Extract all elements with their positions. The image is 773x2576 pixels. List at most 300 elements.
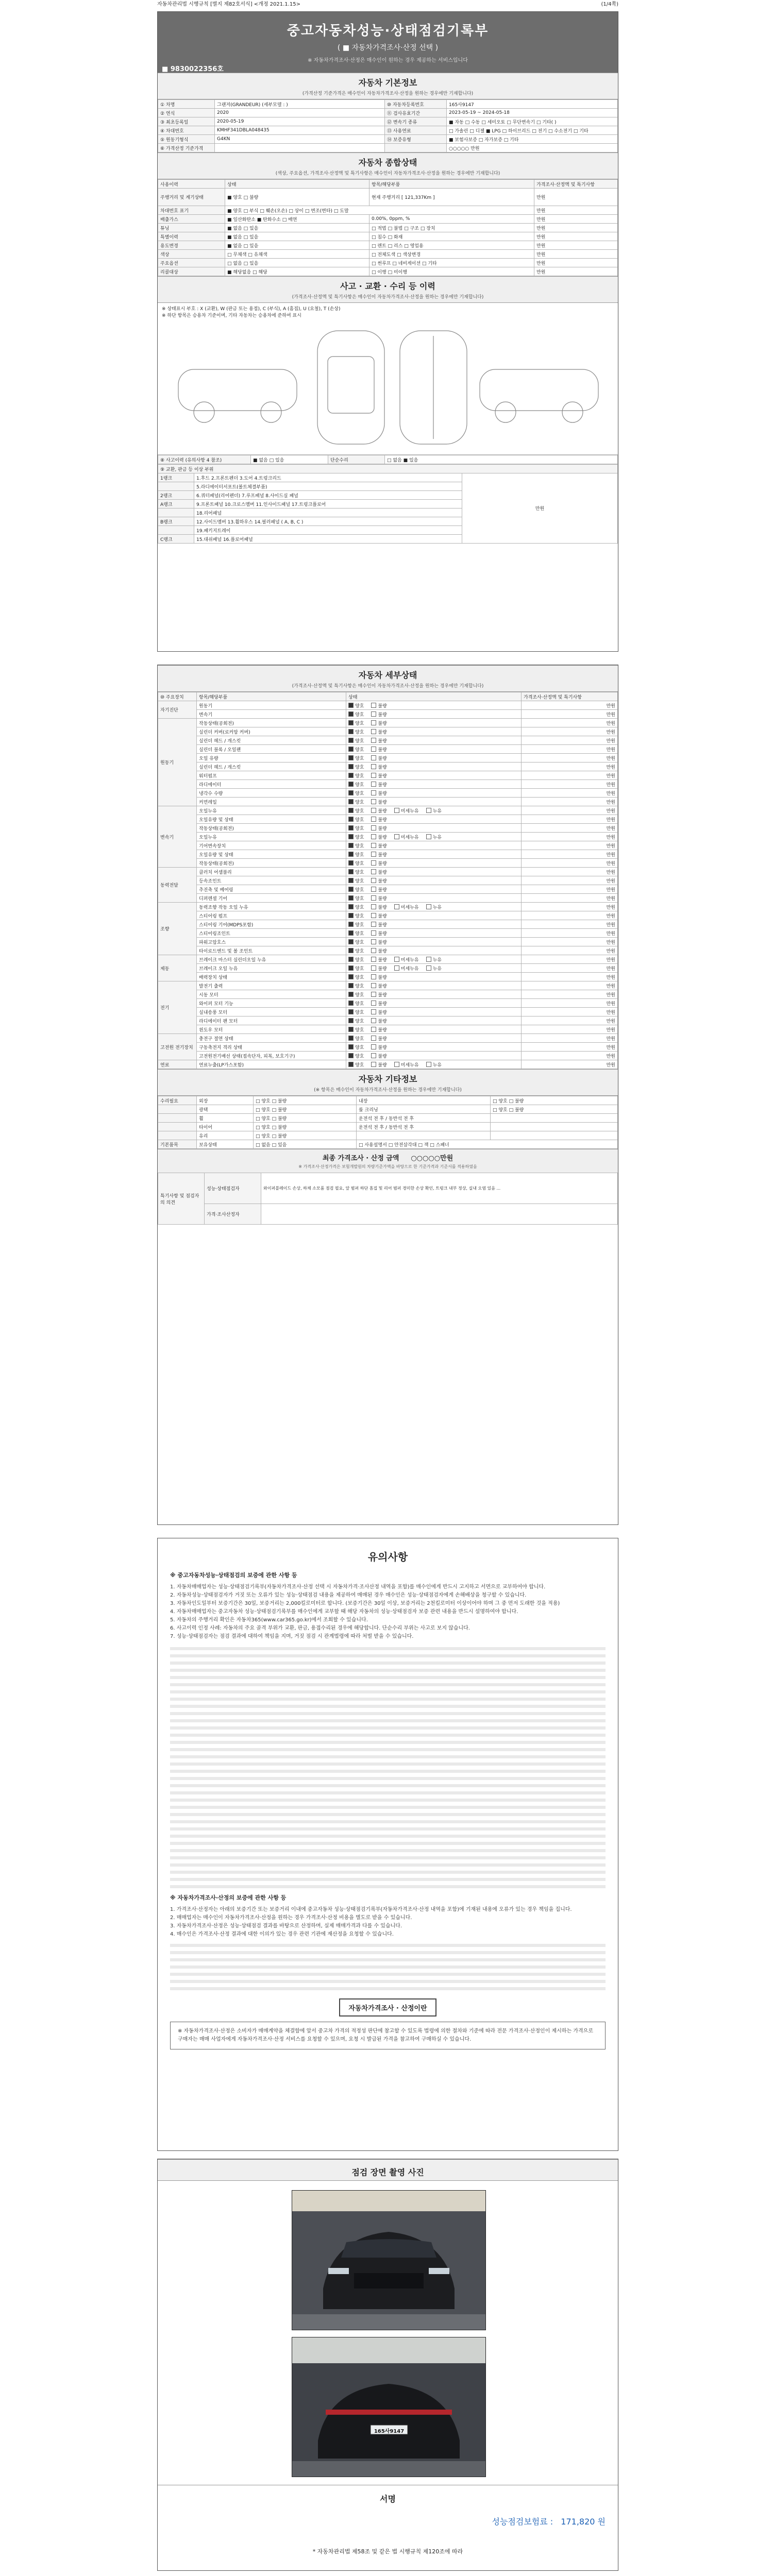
detail-row [158, 1052, 618, 1060]
checkbox-icon [371, 711, 376, 717]
detail-group-label: 조향 [158, 903, 197, 955]
summary-item: 특별이력 [158, 232, 225, 241]
status-label: 양호 [355, 1062, 364, 1068]
status-label: 불량 [378, 1045, 387, 1050]
detail-price: 만원 [522, 981, 618, 990]
status-label: 양호 [355, 1045, 364, 1050]
detail-item: 브레이크 마스터 실린더오일 누유 [197, 955, 346, 964]
checkbox-icon [348, 983, 354, 988]
checkbox-icon [348, 887, 354, 892]
detail-group-label: 변속기 [158, 806, 197, 868]
basic-value [215, 144, 385, 152]
detail-status [346, 1052, 522, 1060]
etc-status: □ 양호 □ 불량 [491, 1096, 618, 1105]
summary-price: 만원 [534, 224, 618, 232]
status-label: 누유 [432, 905, 442, 910]
rank-label [158, 509, 194, 517]
checkbox-icon [348, 834, 354, 839]
rank-label: C랭크 [158, 535, 194, 544]
car-side-left [178, 369, 297, 411]
inspector-label: 성능·상태점검자 [205, 1173, 261, 1204]
guide-body-text-lines [170, 1646, 606, 1888]
detail-item: 변속기 [197, 710, 346, 719]
checkbox-icon [394, 965, 399, 971]
detail-item: 발전기 출력 [197, 981, 346, 990]
detail-item: 오일유량 및 상태 [197, 815, 346, 824]
frame-title-row [158, 465, 618, 473]
detail-status [346, 876, 522, 885]
wheel-right-rear [562, 402, 583, 422]
status-label: 양호 [355, 984, 364, 989]
guide-heading-2: ※ 자동차가격조사·산정의 보증에 관한 사항 등 [170, 1894, 287, 1901]
etc-item: 보유상태 [197, 1140, 254, 1149]
basic-label: ⑤ 원동기형식 [158, 135, 215, 144]
detail-row [158, 789, 618, 798]
etc-status [491, 1114, 618, 1123]
detail-row [158, 1025, 618, 1034]
status-label: 불량 [378, 1036, 387, 1042]
checkbox-icon [371, 983, 376, 988]
detail-item: 고전원전기배선 상태(접속단자, 피복, 보호기구) [197, 1052, 346, 1060]
detail-item: 실린더 커버(로커암 커버) [197, 727, 346, 736]
detail-item: 스티어링 펌프 [197, 911, 346, 920]
status-label: 불량 [378, 765, 387, 770]
form-note: ※ 자동차가격조사·산정은 매수인이 원하는 경우 제공하는 서비스입니다 [308, 58, 468, 63]
detail-item: 시동 모터 [197, 990, 346, 999]
car-diagram [158, 320, 618, 455]
checkbox-icon [348, 1027, 354, 1032]
checkbox-icon [371, 782, 376, 787]
summary-price: 만원 [534, 189, 618, 206]
column-header: 가격조사·산정액 및 특기사항 [522, 692, 618, 701]
detail-price: 만원 [522, 1052, 618, 1060]
status-label: 양호 [355, 966, 364, 972]
summary-detail: 현재 주행거리 [ 121,337Km ] [369, 189, 534, 206]
checkbox-icon [348, 843, 354, 848]
status-label: 불량 [378, 738, 387, 744]
summary-status: ■ 없음 □ 있음 [225, 232, 369, 241]
summary-row [158, 267, 618, 276]
etc-item: 휠 [197, 1114, 254, 1123]
rank-parts: 5.라디에이터서포트(볼트체결부품) [194, 482, 462, 491]
accident-history-status: ■ 없음 □ 있음 [251, 455, 328, 464]
etc-status: □ 양호 □ 불량 [491, 1105, 618, 1114]
status-label: 불량 [378, 808, 387, 814]
status-label: 양호 [355, 800, 364, 805]
form-subtitle: ( ■ 자동차가격조사·산정 선택 ) [337, 44, 439, 52]
etc-table [158, 1096, 618, 1149]
basic-value: KMHF341DBLA048435 [215, 126, 385, 135]
inspector-comment: 와이퍼블레이드 손상, 하체 소모품 점검 필요, 앞 범퍼 하단 흠집 및 리어 범퍼 경미한 손상 확인, 트렁크 내부 정상, 실내 오염 있음 ... [261, 1173, 618, 1204]
etc-item: 내장 [357, 1096, 491, 1105]
column-header: 항목/해당부품 [369, 180, 534, 189]
guide-paragraph: 3. 자동차가격조사·산정은 성능·상태점검 결과를 바탕으로 산정하며, 실제 매매가격과 다를 수 있습니다. [170, 1923, 402, 1929]
checkbox-icon [371, 965, 376, 971]
checkbox-icon [371, 1036, 376, 1041]
guide-paragraph: 4. 매수인은 가격조사·산정 결과에 대한 이의가 있는 경우 관련 기관에 재산정을 요청할 수 있습니다. [170, 1931, 394, 1937]
basic-value: 2020 [215, 109, 385, 117]
status-label: 양호 [355, 1019, 364, 1024]
basic-label: ⑪ 검사유효기간 [385, 109, 447, 117]
detail-status [346, 929, 522, 938]
detail-status [346, 938, 522, 946]
rank-label: A랭크 [158, 500, 194, 509]
detail-section-title: 자동차 세부상태 [358, 670, 417, 680]
checkbox-icon [371, 825, 376, 831]
accident-legend-codes: ※ 상태표시 부호 : X (교환), W (판금 또는 용접), C (부식), A (흠집), U (요철), T (손상) [162, 307, 341, 312]
accident-legend-note: ※ 하단 항목은 승용차 기준이며, 기타 자동차는 승용차에 준하여 표시 [162, 313, 301, 318]
detail-row [158, 920, 618, 929]
summary-status: □ 없음 □ 있음 [225, 259, 369, 267]
status-label: 불량 [378, 835, 387, 840]
appraiser-label: 가격·조사산정자 [205, 1204, 261, 1225]
checkbox-icon [371, 992, 376, 997]
detail-status [346, 859, 522, 868]
checkbox-icon [371, 878, 376, 883]
etc-item: □ 사용설명서 □ 안전삼각대 □ 잭 □ 스패너 [357, 1140, 618, 1149]
detail-row [158, 833, 618, 841]
status-label: 양호 [355, 730, 364, 735]
status-label: 양호 [355, 1027, 364, 1033]
detail-group-label: 전기 [158, 981, 197, 1034]
status-label: 양호 [355, 852, 364, 858]
checkbox-icon [426, 1062, 431, 1067]
rank-parts: 15.대쉬패널 16.플로어패널 [194, 535, 462, 544]
status-label: 미세누유 [400, 835, 419, 840]
detail-item: 커먼레일 [197, 798, 346, 806]
checkbox-icon [371, 834, 376, 839]
status-label: 양호 [355, 1054, 364, 1059]
checkbox-icon [371, 703, 376, 708]
etc-section-desc: (※ 항목은 매수인이 자동차가격조사·산정을 원하는 경우에만 기재합니다) [314, 1088, 462, 1093]
checkbox-icon [426, 904, 431, 909]
detail-row [158, 990, 618, 999]
wheel-left-rear [261, 402, 281, 422]
checkbox-icon [394, 957, 399, 962]
checkbox-icon [348, 869, 354, 874]
basic-section-title: 자동차 기본정보 [358, 78, 417, 88]
accident-legend [158, 303, 618, 320]
detail-item: 윈도우 모터 [197, 1025, 346, 1034]
status-label: 양호 [355, 913, 364, 919]
summary-price: 만원 [534, 232, 618, 241]
detail-row [158, 938, 618, 946]
basic-value: 2020-05-19 [215, 117, 385, 126]
page-1 [157, 11, 618, 652]
checkbox-icon [371, 913, 376, 918]
detail-row [158, 701, 618, 710]
detail-group-label: 고전원 전기장치 [158, 1034, 197, 1060]
checkbox-icon [348, 974, 354, 979]
summary-row [158, 224, 618, 232]
detail-status [346, 754, 522, 762]
summary-row [158, 250, 618, 259]
guide-title: 유의사항 [367, 1551, 408, 1563]
status-label: 불량 [378, 861, 387, 867]
checkbox-icon [371, 974, 376, 979]
status-label: 누유 [432, 835, 442, 840]
detail-status [346, 850, 522, 859]
checkbox-icon [348, 895, 354, 901]
detail-price: 만원 [522, 727, 618, 736]
summary-status: ■ 해당없음 □ 해당 [225, 267, 369, 276]
status-label: 양호 [355, 861, 364, 867]
checkbox-icon [371, 852, 376, 857]
checkbox-icon [371, 1044, 376, 1049]
checkbox-icon [348, 992, 354, 997]
etc-category [158, 1105, 197, 1114]
detail-status [346, 964, 522, 973]
summary-detail: □ 렌트 □ 리스 □ 영업용 [369, 241, 534, 250]
status-label: 불량 [378, 800, 387, 805]
status-label: 누유 [432, 966, 442, 972]
detail-row [158, 1060, 618, 1069]
detail-row [158, 981, 618, 990]
simple-repair-status: □ 없음 ■ 있음 [385, 455, 618, 464]
license-plate: 165사9147 [374, 2429, 405, 2434]
status-label: 미세누유 [400, 1062, 419, 1068]
document-number: ■ 9830022356호 [162, 65, 224, 73]
checkbox-icon [371, 764, 376, 769]
status-label: 양호 [355, 843, 364, 849]
detail-status [346, 920, 522, 929]
status-label: 미세누유 [400, 966, 419, 972]
status-label: 불량 [378, 905, 387, 910]
checkbox-icon [371, 939, 376, 944]
checkbox-icon [348, 755, 354, 760]
rank-label [158, 482, 194, 491]
column-header: 상태 [346, 692, 522, 701]
rank-parts: 18.리어패널 [194, 509, 462, 517]
detail-price: 만원 [522, 964, 618, 973]
etc-row [158, 1114, 618, 1123]
page-indicator: (1/4쪽) [601, 2, 618, 7]
detail-price: 만원 [522, 815, 618, 824]
rank-parts: 19.패키지트레이 [194, 526, 462, 535]
detail-status [346, 798, 522, 806]
etc-status: □ 양호 □ 불량 [254, 1105, 357, 1114]
summary-price: 만원 [534, 250, 618, 259]
basic-row [158, 135, 618, 144]
wheel-left-front [194, 402, 214, 422]
photo-section-header [158, 2159, 618, 2181]
checkbox-icon [348, 720, 354, 725]
checkbox-icon [394, 834, 399, 839]
column-header: 사용이력 [158, 180, 225, 189]
checkbox-icon [348, 747, 354, 752]
summary-header-row [158, 180, 618, 189]
status-label: 양호 [355, 1001, 364, 1007]
detail-status [346, 701, 522, 710]
status-label: 불량 [378, 887, 387, 893]
detail-status [346, 710, 522, 719]
checkbox-icon [348, 764, 354, 769]
rank-label [158, 526, 194, 535]
basic-value: 그랜저(GRANDEUR) (세부모델 : ) [215, 100, 385, 109]
detail-item: 등속조인트 [197, 876, 346, 885]
detail-status [346, 1034, 522, 1043]
rank-label: 2랭크 [158, 491, 194, 500]
detail-status [346, 806, 522, 815]
detail-row [158, 850, 618, 859]
basic-row [158, 117, 618, 126]
checkbox-icon [348, 878, 354, 883]
summary-row [158, 259, 618, 267]
detail-item: 연료누출(LP가스포함) [197, 1060, 346, 1069]
summary-row [158, 232, 618, 241]
status-label: 불량 [378, 756, 387, 761]
status-label: 양호 [355, 992, 364, 998]
summary-detail: □ 이행 □ 미이행 [369, 267, 534, 276]
car-side-right [480, 369, 598, 411]
detail-row [158, 903, 618, 911]
special-notes-label: 특기사항 및 점검자의 의견 [158, 1173, 205, 1225]
basic-label: ⑭ 보증유형 [385, 135, 447, 144]
detail-row [158, 955, 618, 964]
status-label: 불량 [378, 984, 387, 989]
summary-section-header [158, 152, 618, 179]
summary-status: ■ 양호 □ 불량 [225, 189, 369, 206]
detail-row [158, 710, 618, 719]
status-label: 불량 [378, 975, 387, 980]
etc-row [158, 1096, 618, 1105]
detail-item: 충전구 절연 상태 [197, 1034, 346, 1043]
status-label: 불량 [378, 852, 387, 858]
detail-row [158, 824, 618, 833]
etc-section-title: 자동차 기타정보 [358, 1074, 417, 1084]
detail-price: 만원 [522, 903, 618, 911]
etc-status: □ 없음 □ 있음 [254, 1140, 357, 1149]
accident-section-title: 사고 · 교환 · 수리 등 이력 [340, 281, 435, 291]
detail-price: 만원 [522, 894, 618, 903]
status-label: 양호 [355, 808, 364, 814]
etc-category: 기본품목 [158, 1140, 197, 1149]
detail-header-row [158, 692, 618, 701]
etc-item: 유리 [197, 1131, 254, 1140]
detail-item: 실린더 블록 / 오일팬 [197, 745, 346, 754]
checkbox-icon [348, 1001, 354, 1006]
detail-status [346, 789, 522, 798]
checkbox-icon [348, 790, 354, 795]
etc-item: 운전석 전 후 / 동반석 전 후 [357, 1114, 491, 1123]
status-label: 양호 [355, 922, 364, 928]
guide-section [158, 1538, 618, 2056]
form-topbar [0, 0, 773, 9]
basic-label: ⑫ 변속기 종류 [385, 117, 447, 126]
checkbox-icon [426, 808, 431, 813]
column-header: 항목/해당부품 [197, 692, 346, 701]
detail-price: 만원 [522, 920, 618, 929]
summary-detail: □ 침수 □ 화재 [369, 232, 534, 241]
detail-section-header [158, 665, 618, 692]
etc-category [158, 1114, 197, 1123]
detail-row [158, 1043, 618, 1052]
etc-status: □ 양호 □ 불량 [254, 1123, 357, 1131]
sign-section [158, 2485, 618, 2555]
summary-price: 만원 [534, 259, 618, 267]
detail-status [346, 771, 522, 780]
accident-history-row [158, 455, 618, 464]
status-label: 불량 [378, 1010, 387, 1015]
status-label: 양호 [355, 887, 364, 893]
basic-label: ② 연식 [158, 109, 215, 117]
status-label: 양호 [355, 870, 364, 875]
detail-group-label: 자기진단 [158, 701, 197, 719]
guide-paragraph: 1. 가격조사·산정자는 아래의 보증기간 또는 보증거리 이내에 중고자동차 성능·상태점검기록부(자동차가격조사·산정 내역을 포함)에 기재된 내용에 오류가 있는 경우 책임을 집니다. [170, 1907, 572, 1912]
summary-item: 용도변경 [158, 241, 225, 250]
etc-item: 광택 [197, 1105, 254, 1114]
status-label: 불량 [378, 896, 387, 902]
inspection-photo-front [292, 2190, 486, 2330]
checkbox-icon [348, 1062, 354, 1067]
checkbox-icon [348, 1009, 354, 1014]
detail-price: 만원 [522, 710, 618, 719]
sign-footnote: * 자동차관리법 제58조 및 같은 법 시행규칙 제120조에 따라 [312, 2548, 463, 2555]
detail-status [346, 885, 522, 894]
checkbox-icon [394, 904, 399, 909]
detail-row [158, 841, 618, 850]
checkbox-icon [371, 895, 376, 901]
column-header: 가격조사·산정액 및 특기사항 [534, 180, 618, 189]
etc-category: 수리필요 [158, 1096, 197, 1105]
detail-row [158, 798, 618, 806]
detail-group-label: 동력전달 [158, 868, 197, 903]
detail-price: 만원 [522, 946, 618, 955]
final-price-bar [158, 1149, 618, 1173]
summary-price: 만원 [534, 215, 618, 224]
status-label: 양호 [355, 747, 364, 753]
checkbox-icon [348, 948, 354, 953]
status-label: 불량 [378, 878, 387, 884]
summary-item: 배출가스 [158, 215, 225, 224]
detail-item: 스티어링조인트 [197, 929, 346, 938]
rank-parts: 12.사이드멤버 13.휠하우스 14.필러패널 ( A, B, C ) [194, 517, 462, 526]
status-label: 미세누유 [400, 957, 419, 963]
checkbox-icon [348, 913, 354, 918]
checkbox-icon [371, 1018, 376, 1023]
detail-status [346, 815, 522, 824]
etc-row [158, 1105, 618, 1114]
page-4 [157, 2159, 618, 2571]
checkbox-icon [348, 852, 354, 857]
form-law-reference: 자동차관리법 시행규칙 [별지 제82호서식] <개정 2021.1.15> [157, 2, 300, 7]
detail-status [346, 833, 522, 841]
status-label: 양호 [355, 738, 364, 744]
special-notes-row [158, 1173, 618, 1204]
appraisal-box-title: 자동차가격조사 · 산정이란 [339, 1998, 436, 2016]
detail-price: 만원 [522, 955, 618, 964]
detail-item: 와이퍼 모터 기능 [197, 999, 346, 1008]
summary-row [158, 241, 618, 250]
car-roof [328, 357, 374, 413]
rank-parts: 1.후드 2.프론트펜더 3.도어 4.트렁크리드 [194, 473, 462, 482]
checkbox-icon [371, 1001, 376, 1006]
etc-row [158, 1131, 618, 1140]
car-front-photo [292, 2191, 485, 2330]
etc-item: 외장 [197, 1096, 254, 1105]
rank-label: B랭크 [158, 517, 194, 526]
checkbox-icon [371, 869, 376, 874]
basic-label: ③ 최초등록일 [158, 117, 215, 126]
rank-parts: 9.프론트패널 10.크로스멤버 11.인사이드패널 17.트렁크플로어 [194, 500, 462, 509]
etc-status: □ 양호 □ 불량 [254, 1114, 357, 1123]
detail-price: 만원 [522, 798, 618, 806]
final-price-note: ※ 가격조사·산정가격은 보험개발원의 차량기준가액을 바탕으로 한 기준가격과 기준서를 적용하였음 [298, 1164, 477, 1169]
status-label: 불량 [378, 957, 387, 963]
frame-damage-table [158, 464, 618, 544]
basic-info-table [158, 99, 618, 152]
detail-row [158, 1008, 618, 1016]
